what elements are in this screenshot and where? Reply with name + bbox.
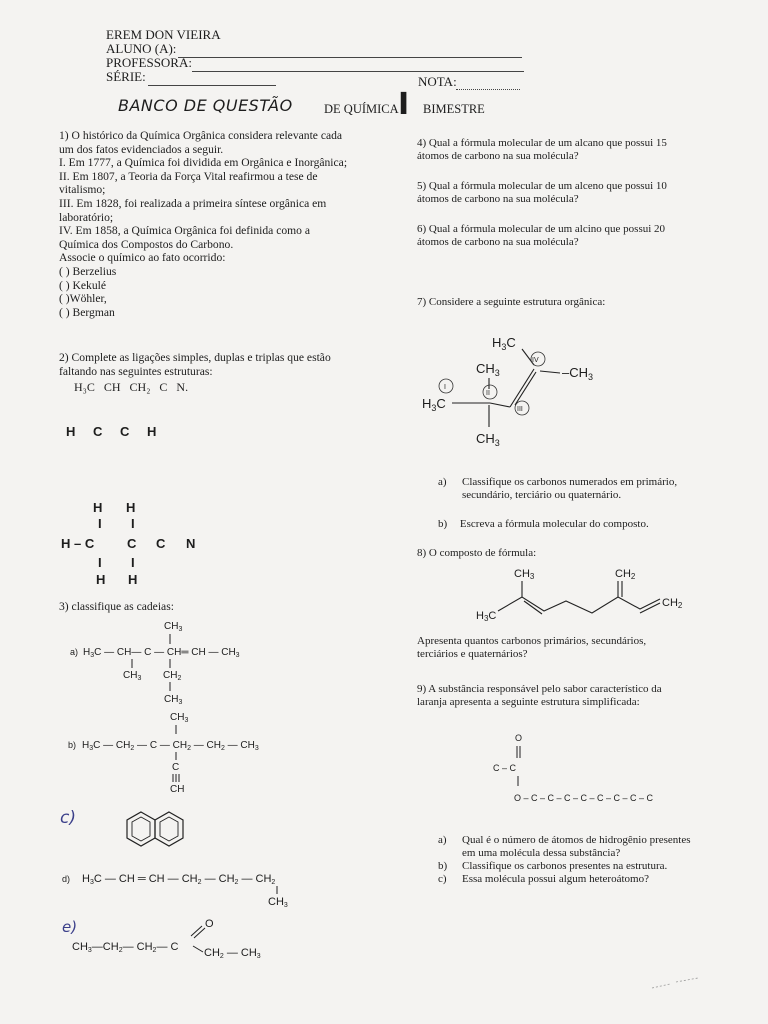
q1-line: 1) O histórico da Química Orgânica considera relevante cada: [59, 129, 343, 142]
q6-line: 6) Qual a fórmula molecular de um alcino que possui 20: [417, 223, 666, 235]
chain-a: [60, 614, 380, 706]
atom: O: [515, 733, 523, 743]
bond: [540, 371, 560, 373]
q9-line: laranja apresenta a seguinte estrutura simplificada:: [417, 696, 640, 708]
q1-option[interactable]: ( ) Kekulé: [59, 278, 106, 292]
atom: C: [172, 762, 180, 773]
pencil-mark: [650, 974, 710, 994]
atom: CH2: [615, 568, 636, 581]
atom: C: [93, 424, 103, 439]
q8-title: 8) O composto de fórmula:: [417, 547, 537, 559]
label-c: c): [60, 808, 76, 828]
atom: C: [127, 536, 137, 551]
item-label: c): [438, 873, 447, 885]
atom: C: [159, 380, 168, 394]
q1-line: III. Em 1828, foi realizada a primeira síntese orgânica em: [59, 196, 327, 210]
atom: O: [205, 918, 214, 930]
q1-line: I. Em 1777, a Química foi dividida em Orgânica e Inorgânica;: [59, 156, 348, 170]
atom: CH2 — CH3: [204, 947, 261, 960]
question-8-text: [417, 635, 722, 661]
atom: CH3: [268, 896, 288, 909]
q5-line: átomos de carbono na sua molécula?: [417, 193, 579, 205]
bond: [193, 946, 203, 952]
q9-line: 9) A substância responsável pelo sabor característico da: [417, 683, 662, 695]
q1-line: II. Em 1807, a Teoria da Força Vital reafirmou a tese de: [59, 169, 318, 183]
atom: C: [156, 536, 166, 551]
atom: $CH_3$: [476, 431, 500, 448]
q1-option[interactable]: ( )Wöhler,: [59, 292, 107, 306]
q7-a-line: secundário, terciário ou quaternário.: [462, 489, 622, 501]
atom: H: [93, 500, 103, 515]
q1-option[interactable]: ( ) Bergman: [59, 305, 115, 319]
question-6: [417, 223, 722, 249]
q9-item-text: Qual é o número de átomos de hidrogênio presentes: [462, 834, 691, 846]
bond: I: [131, 555, 135, 570]
q7-b: [438, 518, 649, 531]
item-label: b): [438, 860, 448, 872]
q6-line: átomos de carbono na sua molécula?: [417, 236, 579, 248]
label-d: d): [62, 874, 71, 884]
atom: $CH_3$: [164, 621, 183, 633]
q5-line: 5) Qual a fórmula molecular de um alceno que possui 10: [417, 180, 667, 192]
atom: CH: [170, 784, 185, 795]
q8-structure: [470, 563, 700, 633]
atom: $-CH_3$: [562, 365, 594, 382]
atom: $CH_3$: [164, 694, 183, 706]
bond: I: [98, 555, 102, 570]
atom: H₃C: [74, 380, 95, 394]
atom: $CH_2$: [163, 670, 182, 682]
label-b: b): [68, 740, 77, 750]
atom: H3C: [476, 610, 497, 623]
marker-label: IV: [532, 357, 539, 364]
atom: CH3: [514, 568, 535, 581]
q2-structure-2: [66, 424, 156, 439]
q8-line: terciários e quaternários?: [417, 648, 528, 660]
label-a: a): [70, 647, 79, 657]
atom: H3C — CH ═ CH — CH2 — CH2 — CH2: [82, 873, 276, 886]
professora-field[interactable]: [192, 71, 524, 72]
q7-b-text: Escreva a fórmula molecular do composto.: [459, 518, 649, 530]
question-5: [417, 180, 722, 206]
atom: $H_3C$ — $CH_2$ — C — $CH_2$ — $CH_2$ — $CH_3$: [82, 740, 259, 752]
q1-line: Química dos Compostos do Carbono.: [59, 237, 234, 251]
chain-e: [60, 910, 300, 962]
atom: $H_3C$: [492, 335, 516, 352]
skeleton: [498, 597, 660, 613]
atom: H: [66, 424, 76, 439]
q7-structure: [412, 325, 612, 450]
q1-line: um dos fatos evidenciados a seguir.: [59, 142, 224, 156]
q4-line: átomos de carbono na sua molécula?: [417, 150, 579, 162]
atom: CH: [103, 380, 121, 394]
atom: H: [147, 424, 157, 439]
q2-line: 2) Complete as ligações simples, duplas e triplas que estão: [59, 351, 331, 364]
atom: H – C: [61, 536, 95, 551]
atom: C – C: [493, 763, 517, 773]
title-print: DE QUÍMICA: [324, 102, 399, 116]
atom: $CH_3$: [170, 712, 189, 724]
q9-item-text: Classifique os carbonos presentes na estrutura.: [462, 860, 668, 872]
bond: [490, 403, 510, 407]
marker-label: III: [517, 406, 523, 413]
atom: H: [128, 572, 138, 587]
atom: C: [120, 424, 130, 439]
q1-line: Associe o químico ao fato ocorrido:: [59, 251, 226, 265]
question-4: [417, 137, 722, 163]
atom: $CH_3$: [123, 670, 142, 682]
atom: O – C – C – C – C – C – C – C – C: [514, 793, 654, 803]
question-9: [417, 683, 722, 709]
atom: H: [96, 572, 106, 587]
title-end: BIMESTRE: [423, 102, 485, 116]
atom: H: [126, 500, 136, 515]
atom: CH2: [662, 597, 683, 610]
q7-a: [438, 476, 722, 502]
q2-line: faltando nas seguintes estruturas:: [59, 364, 213, 378]
atom: $H_3C$ — CH— C — CH═ CH — $CH_3$: [83, 647, 240, 659]
q1-line: laboratório;: [59, 210, 114, 224]
atom: $H_3C$: [422, 396, 446, 413]
q3-title: 3) classifique as cadeias:: [59, 600, 174, 613]
q9-structure: [486, 728, 696, 810]
atom: CH3—CH2— CH2— C: [72, 941, 179, 954]
marker-label: II: [486, 390, 490, 397]
atom: N: [186, 536, 196, 551]
serie-label: SÉRIE:: [106, 69, 146, 84]
naphthalene-structure: [125, 808, 187, 852]
bond: [194, 928, 205, 938]
chain-b: [60, 706, 380, 798]
q1-line: IV. Em 1858, a Química Orgânica foi definida como a: [59, 224, 311, 238]
item-label: a): [438, 476, 447, 488]
aluno-label: ALUNO (A):: [106, 41, 177, 56]
professora-label: PROFESSORA:: [106, 55, 192, 70]
q9-item-text: em uma molécula dessa substância?: [462, 847, 621, 859]
item-label: b): [438, 518, 448, 530]
q9-items: [438, 834, 728, 886]
bond: I: [98, 516, 102, 531]
atom: $CH_3$: [476, 361, 500, 378]
question-2: [59, 351, 374, 378]
q2-structure-3: [60, 498, 220, 590]
q4-line: 4) Qual a fórmula molecular de um alcano que possui 15: [417, 137, 667, 149]
chain-d: [60, 858, 380, 910]
marker-label: I: [444, 384, 446, 391]
carbon-marker-i: [439, 379, 453, 393]
nota-field[interactable]: [456, 89, 520, 90]
atom: N.: [176, 380, 189, 394]
q9-item-text: Essa molécula possui algum heteroátomo?: [462, 873, 649, 885]
title-handwritten: BANCO DE QUESTÃO: [118, 96, 293, 115]
q1-option[interactable]: ( ) Berzelius: [59, 264, 117, 278]
bond: I: [131, 516, 135, 531]
label-e: e): [62, 918, 78, 936]
question-1: [59, 129, 374, 319]
q8-line: Apresenta quantos carbonos primários, secundários,: [417, 635, 647, 647]
item-label: a): [438, 834, 447, 846]
nota-label: NOTA:: [418, 74, 457, 89]
q7-a-line: Classifique os carbonos numerados em primário,: [462, 476, 678, 488]
atom: CH₂: [129, 380, 151, 394]
aluno-field[interactable]: [178, 57, 522, 58]
q7-title: 7) Considere a seguinte estrutura orgânica:: [417, 296, 606, 308]
bond: [515, 372, 536, 405]
serie-field[interactable]: [148, 85, 276, 86]
bond: [191, 926, 202, 936]
q2-structure-1: [74, 380, 188, 395]
q1-line: vitalismo;: [59, 183, 106, 197]
school-name: EREM DON VIEIRA: [106, 27, 221, 42]
title-numeral: I: [398, 87, 410, 122]
